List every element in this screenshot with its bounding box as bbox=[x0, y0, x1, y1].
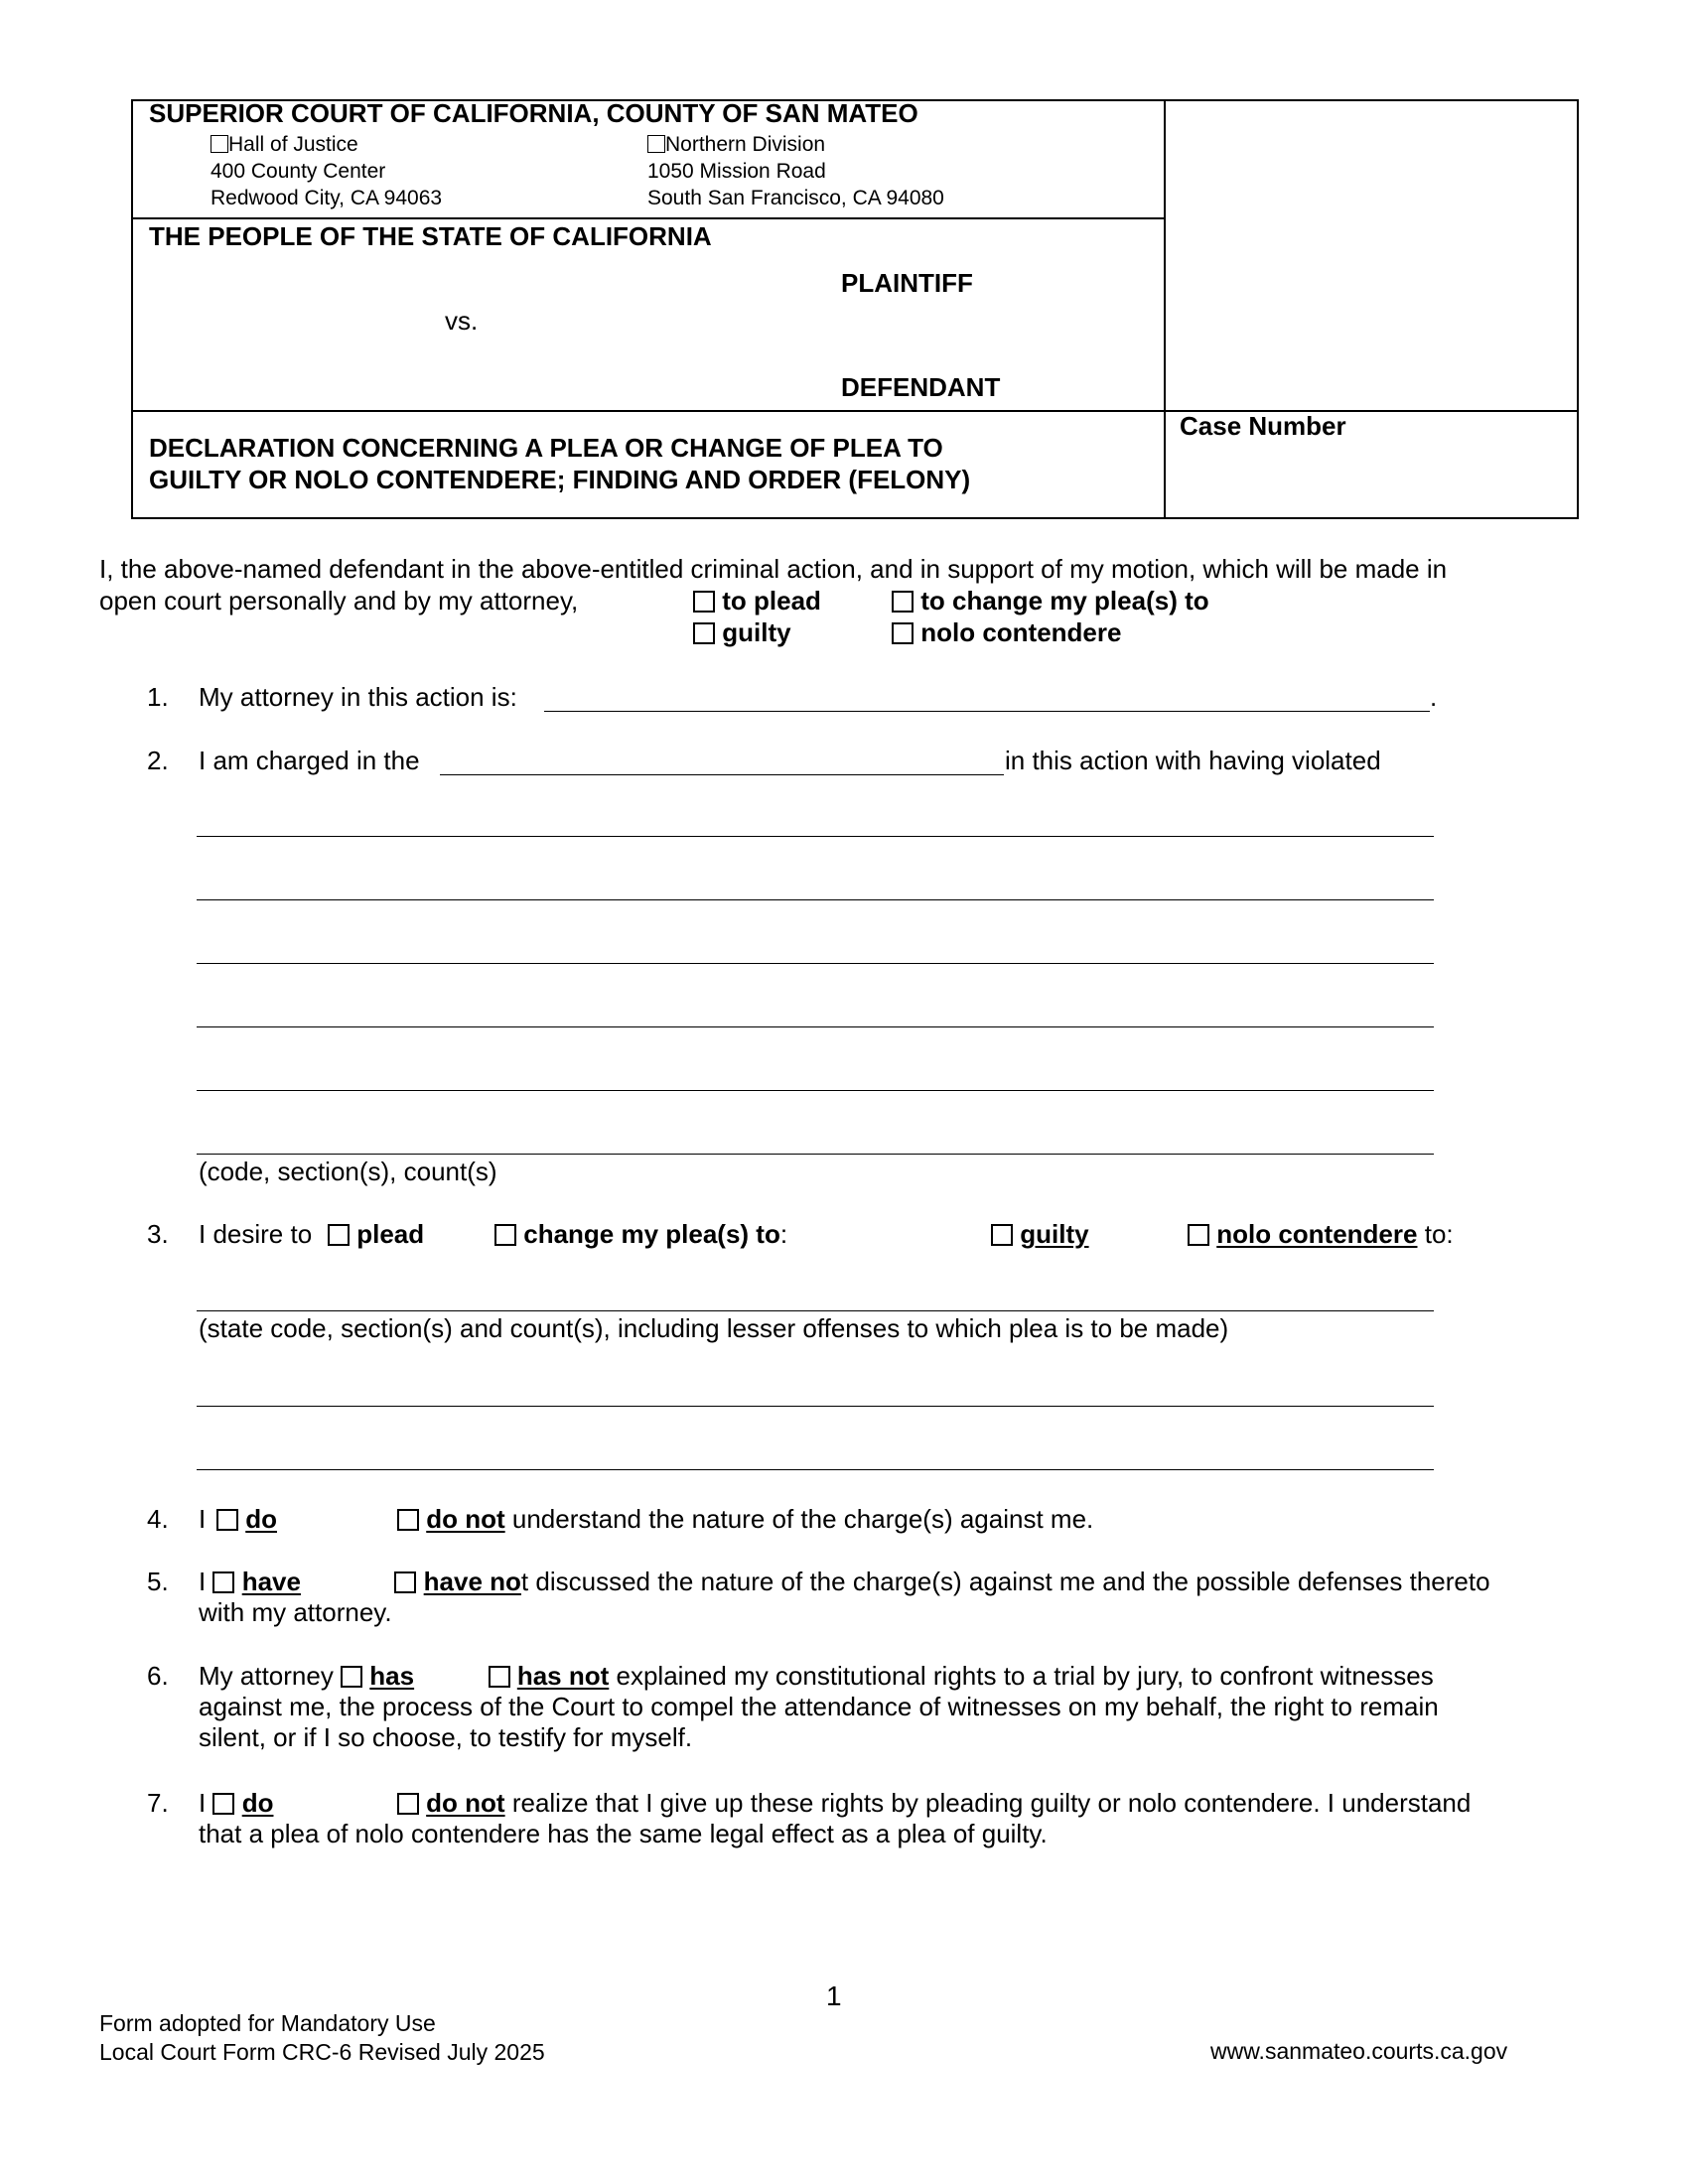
item-6-has-checkbox[interactable] bbox=[341, 1666, 362, 1688]
violation-line-5[interactable] bbox=[197, 1090, 1434, 1091]
item-3-text: I desire to bbox=[199, 1219, 313, 1249]
violation-line-4[interactable] bbox=[197, 1026, 1434, 1027]
guilty-checkbox[interactable] bbox=[693, 622, 715, 644]
item-5-have-checkbox[interactable] bbox=[212, 1571, 234, 1593]
item-4-number: 4. bbox=[147, 1504, 169, 1534]
guilty-option: guilty bbox=[693, 617, 791, 648]
intro-line-2: open court personally and by my attorney, bbox=[99, 586, 579, 615]
item-4-do-not-option: do not understand the nature of the charge(s) against me. bbox=[397, 1504, 1093, 1535]
violation-line-3[interactable] bbox=[197, 963, 1434, 964]
item-2-number: 2. bbox=[147, 746, 169, 775]
plea-offense-line-2[interactable] bbox=[197, 1406, 1434, 1407]
violation-line-6[interactable] bbox=[197, 1154, 1434, 1155]
item-6-has-not-checkbox[interactable] bbox=[489, 1666, 510, 1688]
to-change-plea-option: to change my plea(s) to bbox=[892, 586, 1209, 616]
item-2-text-a: I am charged in the bbox=[199, 746, 420, 775]
footer-website[interactable]: www.sanmateo.courts.ca.gov bbox=[1210, 2038, 1508, 2064]
item-1-text: My attorney in this action is: bbox=[199, 682, 517, 712]
item-1-period: . bbox=[1430, 682, 1438, 712]
nolo-contendere-option: nolo contendere bbox=[892, 617, 1121, 648]
item-7-text: I do do not realize that I give up these rights by pleading guilty or nolo contendere. I understand that a plea of nolo contendere has the same legal effect as a plea of guilty. bbox=[199, 1788, 1472, 1848]
item-3-nolo-checkbox[interactable] bbox=[1188, 1224, 1209, 1246]
item-7-do-not-checkbox[interactable] bbox=[397, 1793, 419, 1815]
item-6-text: My attorney has has not explained my constitutional rights to a trial by jury, to confront witnesses against me, the process of the Court to compel the attendance of witnesses on my behalf, the right to remain silent, or if I so choose, to testify for myself. bbox=[199, 1661, 1439, 1752]
plea-offense-line-3[interactable] bbox=[197, 1469, 1434, 1470]
case-number-label: Case Number bbox=[1180, 411, 1346, 441]
item-5-text: I have have not discussed the nature of the charge(s) against me and the possible defenses thereto with my attorney. bbox=[199, 1567, 1490, 1627]
location-hall-of-justice: Hall of Justice 400 County Center Redwood City, CA 94063 bbox=[211, 133, 443, 209]
vs-label: vs. bbox=[445, 306, 479, 336]
hall-of-justice-checkbox[interactable] bbox=[211, 135, 228, 153]
item-3-guilty-checkbox[interactable] bbox=[991, 1224, 1013, 1246]
item-5-number: 5. bbox=[147, 1567, 169, 1596]
item-2-text-b: in this action with having violated bbox=[1005, 746, 1381, 775]
item-4-do-option: do bbox=[216, 1504, 277, 1535]
violation-line-1[interactable] bbox=[197, 836, 1434, 837]
item-1-number: 1. bbox=[147, 682, 169, 712]
item-3-guilty-option: guilty bbox=[991, 1219, 1089, 1250]
item-4-do-not-checkbox[interactable] bbox=[397, 1509, 419, 1531]
charging-document-line[interactable] bbox=[440, 774, 1004, 775]
item-2-caption: (code, section(s), count(s) bbox=[199, 1157, 497, 1186]
plaintiff-label: PLAINTIFF bbox=[841, 268, 973, 298]
item-3-nolo-option: nolo contendere to: bbox=[1188, 1219, 1454, 1250]
location-northern-division: Northern Division 1050 Mission Road South San Francisco, CA 94080 bbox=[647, 133, 944, 209]
item-4-do-checkbox[interactable] bbox=[216, 1509, 238, 1531]
document-title: DECLARATION CONCERNING A PLEA OR CHANGE OF PLEA TO GUILTY OR NOLO CONTENDERE; FINDING AND ORDER (FELONY) bbox=[149, 433, 971, 494]
plead-option: plead bbox=[328, 1219, 424, 1250]
item-5-have-not-checkbox[interactable] bbox=[394, 1571, 416, 1593]
item-6-number: 6. bbox=[147, 1661, 169, 1691]
court-title: SUPERIOR COURT OF CALIFORNIA, COUNTY OF SAN MATEO bbox=[149, 98, 918, 128]
nolo-contendere-checkbox[interactable] bbox=[892, 622, 914, 644]
change-plea-option: change my plea(s) to: bbox=[494, 1219, 787, 1250]
item-3-caption: (state code, section(s) and count(s), including lesser offenses to which plea is to be made) bbox=[199, 1313, 1229, 1343]
footer-form-info: Form adopted for Mandatory Use Local Court Form CRC-6 Revised July 2025 bbox=[99, 2010, 545, 2065]
defendant-label: DEFENDANT bbox=[841, 372, 1001, 402]
northern-division-checkbox[interactable] bbox=[647, 135, 665, 153]
change-plea-checkbox[interactable] bbox=[494, 1224, 516, 1246]
attorney-name-line[interactable] bbox=[544, 711, 1430, 712]
item-4-i: I bbox=[199, 1504, 207, 1534]
item-3-number: 3. bbox=[147, 1219, 169, 1249]
violation-line-2[interactable] bbox=[197, 899, 1434, 900]
to-change-plea-checkbox[interactable] bbox=[892, 591, 914, 613]
intro-line-1: I, the above-named defendant in the above-entitled criminal action, and in support of my motion, which will be made in bbox=[99, 554, 1448, 584]
item-7-do-checkbox[interactable] bbox=[212, 1793, 234, 1815]
item-7-number: 7. bbox=[147, 1788, 169, 1818]
to-plead-checkbox[interactable] bbox=[693, 591, 715, 613]
plea-offense-line-1[interactable] bbox=[197, 1310, 1434, 1311]
people-of-california: THE PEOPLE OF THE STATE OF CALIFORNIA bbox=[149, 221, 712, 251]
to-plead-option: to plead bbox=[693, 586, 821, 616]
page-number: 1 bbox=[826, 1980, 842, 2011]
plead-checkbox[interactable] bbox=[328, 1224, 350, 1246]
